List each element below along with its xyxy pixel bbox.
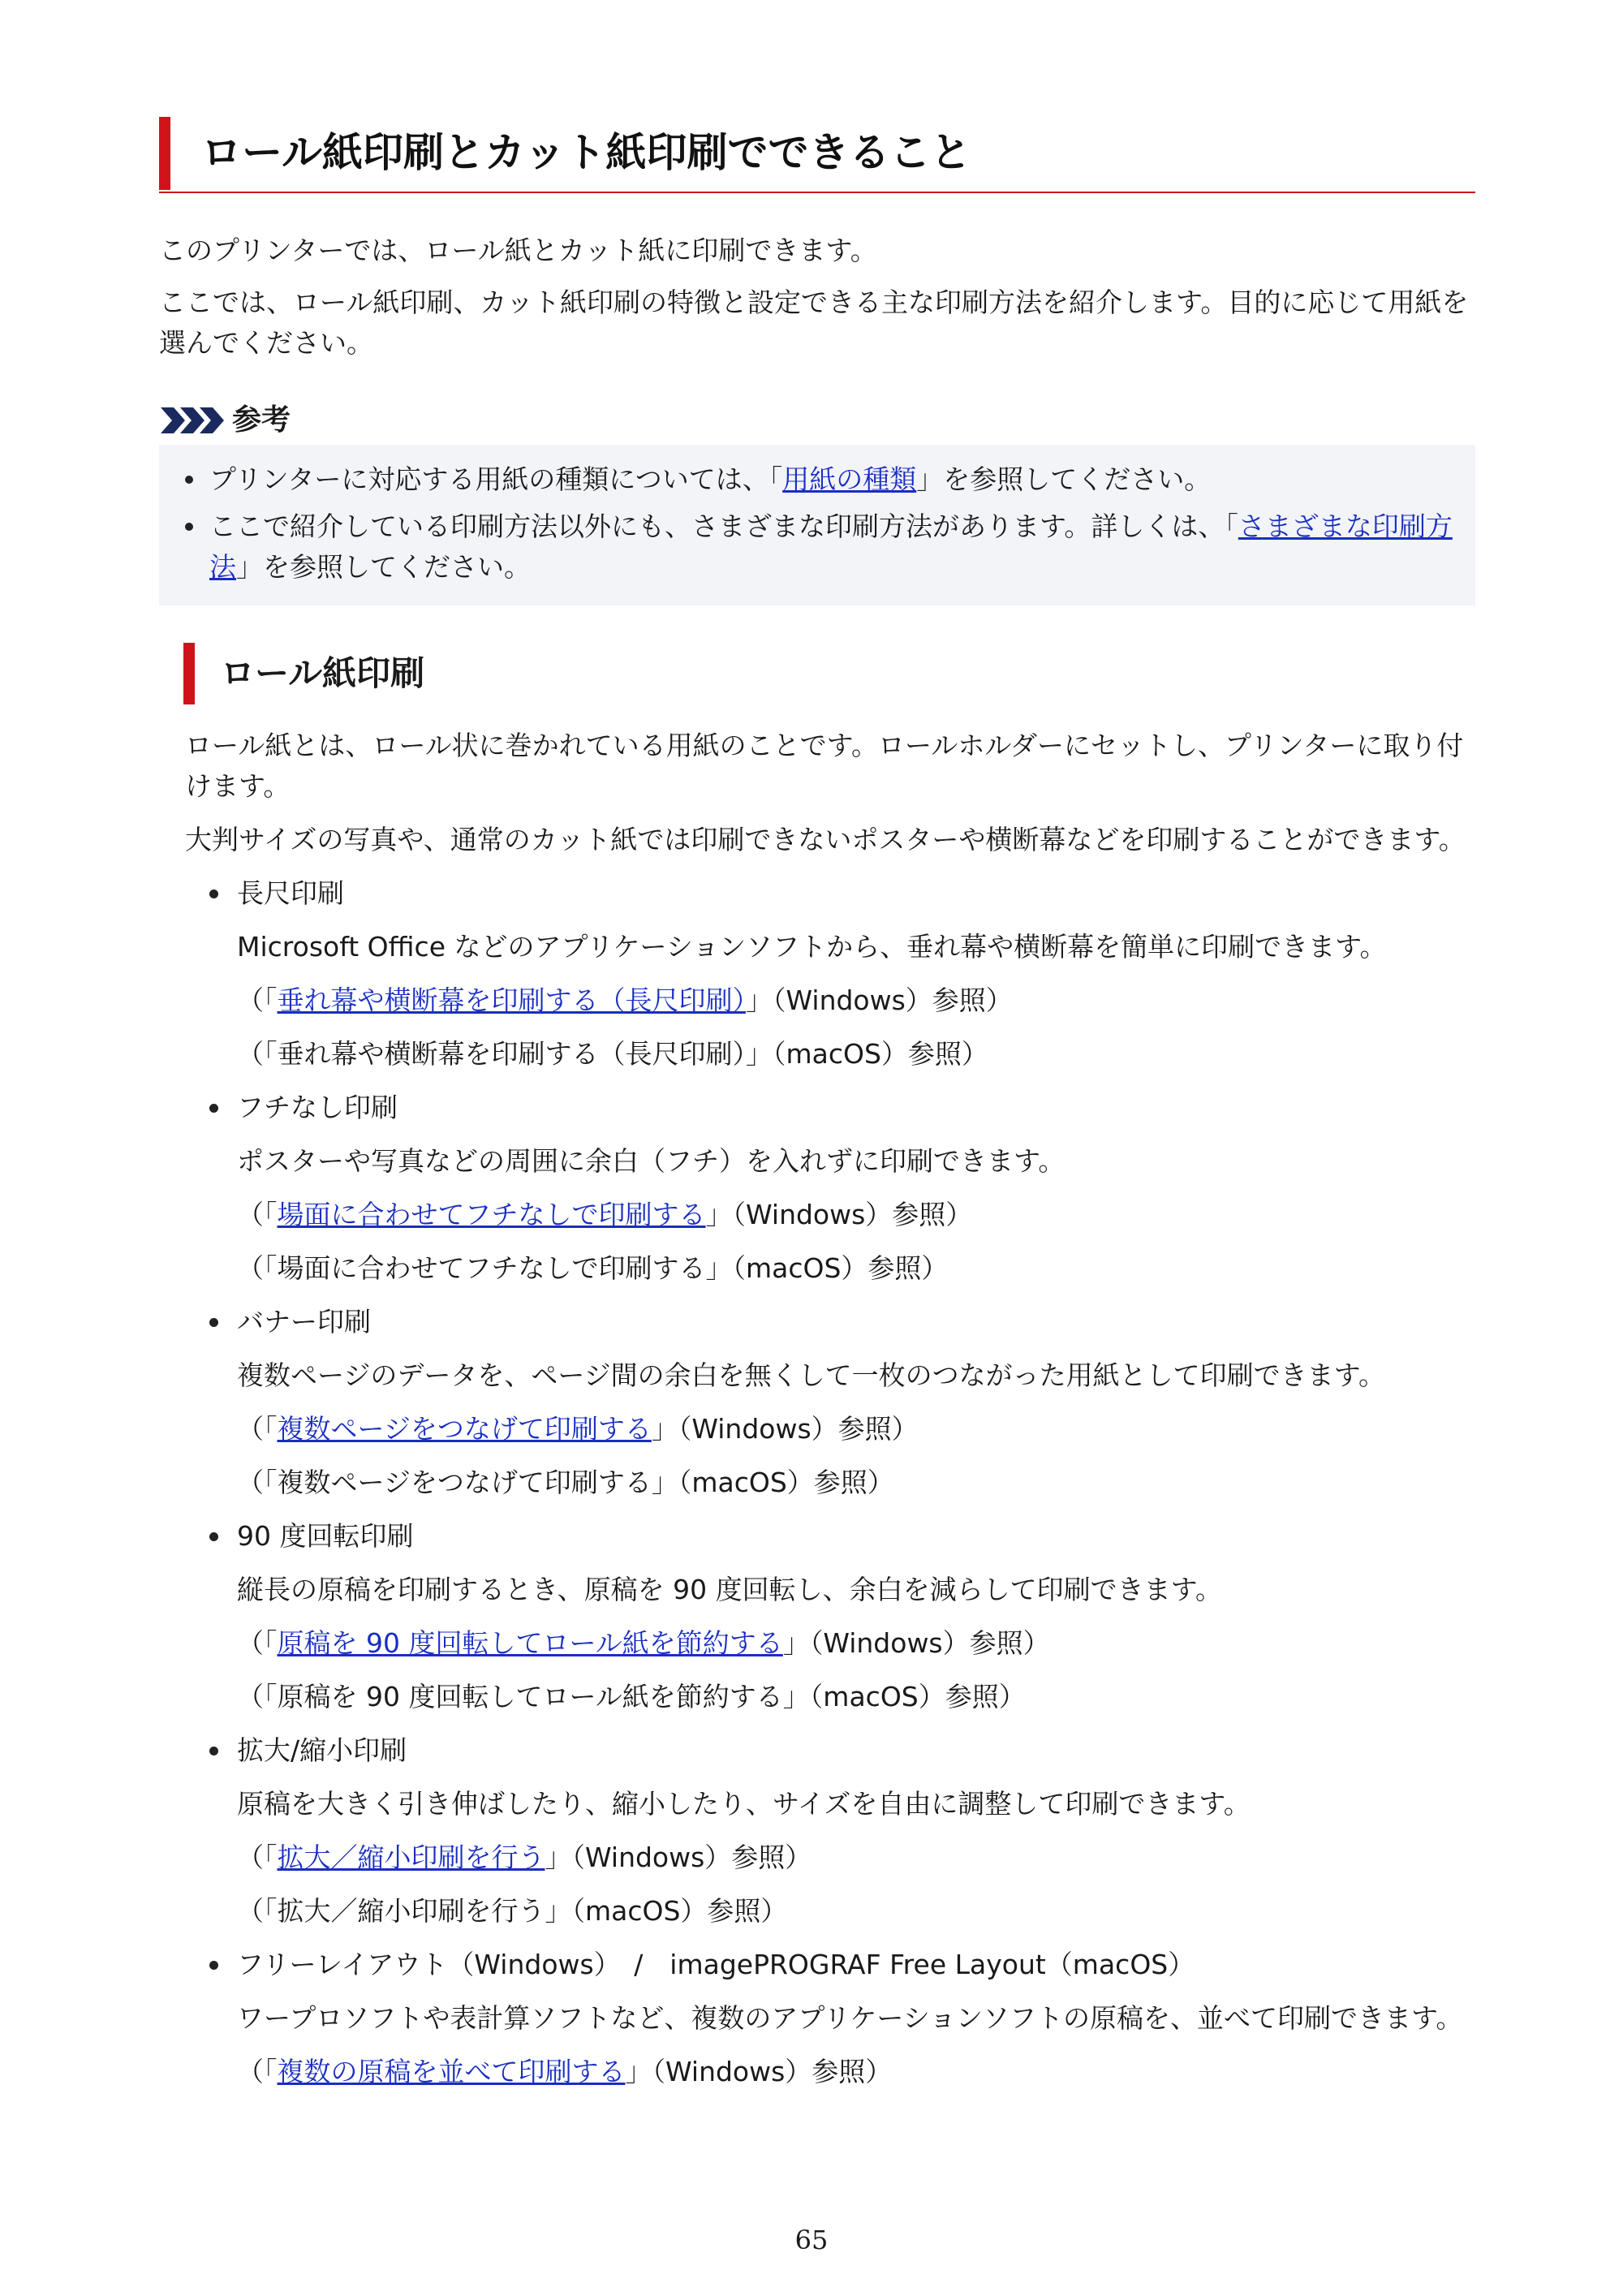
note-item [183,506,1459,588]
macos-reference: （「垂れ幕や横断幕を印刷する（長尺印刷）」（macOS）参照） [237,1038,988,1070]
link-borderless-print[interactable]: 場面に合わせてフチなしで印刷する [277,1199,706,1230]
ref-open: （「 [237,1199,278,1230]
windows-reference [185,1409,1475,1450]
ref-close: 」（Windows）参照） [705,1199,973,1230]
intro-paragraph-1: このプリンターでは、ロール紙とカット紙に印刷できます。 [159,235,877,266]
note-label: 参考 [232,403,291,437]
link-rotate-print[interactable]: 原稿を 90 度回転してロール紙を節約する [277,1627,783,1659]
page-title: ロール紙印刷とカット紙印刷でできること [201,129,971,176]
print-method-list [185,873,1475,2092]
roll-paper-section [185,726,1475,2092]
ref-close: 」（Windows）参照） [782,1627,1050,1659]
page-number: 65 [794,2225,829,2255]
link-free-layout[interactable]: 複数の原稿を並べて印刷する [277,2056,626,2087]
link-scale-print[interactable]: 拡大／縮小印刷を行う [277,1842,545,1873]
macos-reference: （「場面に合わせてフチなしで印刷する」（macOS）参照） [237,1252,949,1284]
list-item-name: バナー印刷 [185,1302,1475,1342]
macos-reference: （「複数ページをつなげて印刷する」（macOS）参照） [237,1467,894,1498]
section-paragraph-1: ロール紙とは、ロール状に巻かれている用紙のことです。ロールホルダーにセットし、プリンターに取り付けます。 [185,730,1464,802]
intro-paragraph-2: ここでは、ロール紙印刷、カット紙印刷の特徴と設定できる主な印刷方法を紹介します。目的に応じて用紙を選んでください。 [159,286,1469,359]
section-accent-bar [183,643,195,704]
link-paper-types[interactable]: 用紙の種類 [782,463,917,495]
note-text: プリンターに対応する用紙の種類については、「 [209,463,783,495]
page-content [159,114,1475,2092]
ref-close: 」（Windows）参照） [545,1842,812,1873]
ref-open: （「 [237,1627,278,1659]
section-title: ロール紙印刷 [221,653,425,693]
section-heading [183,643,1475,708]
ref-close: 」（Windows）参照） [625,2056,893,2087]
ref-open: （「 [237,2056,278,2087]
ref-open: （「 [237,984,278,1016]
note-text: 」を参照してください。 [236,551,531,583]
list-item-name: フチなし印刷 [185,1088,1475,1128]
note-item [183,459,1459,500]
list-item-desc: Microsoft Office などのアプリケーションソフトから、垂れ幕や横断幕を簡単に印刷できます。 [237,931,1387,963]
note-box [159,445,1475,605]
note-header [159,401,1475,442]
windows-reference [185,1837,1475,1878]
macos-reference: （「原稿を 90 度回転してロール紙を節約する」（macOS）参照） [237,1681,1026,1712]
windows-reference [185,1623,1475,1664]
section-paragraph-2: 大判サイズの写真や、通常のカット紙では印刷できないポスターや横断幕などを印刷することができます。 [185,824,1466,855]
list-item-desc: 複数ページのデータを、ページ間の余白を無くして一枚のつながった用紙として印刷できます。 [237,1359,1386,1391]
windows-reference [185,2052,1475,2092]
ref-close: 」（Windows）参照） [651,1413,919,1445]
main-heading [159,114,1475,193]
triple-chevron-icon [161,404,226,437]
link-various-print-methods[interactable]: さまざまな印刷方法 [209,510,1453,583]
windows-reference [185,980,1475,1021]
ref-open: （「 [237,1413,278,1445]
ref-close: 」（Windows）参照） [746,984,1013,1016]
list-item-desc: ポスターや写真などの周囲に余白（フチ）を入れずに印刷できます。 [237,1145,1065,1177]
note-text: ここで紹介している印刷方法以外にも、さまざまな印刷方法があります。詳しくは、「 [209,510,1238,542]
note-text: 」を参照してください。 [916,463,1212,495]
heading-accent-bar [159,117,170,190]
link-banner-print[interactable]: 複数ページをつなげて印刷する [277,1413,652,1445]
windows-reference [185,1195,1475,1235]
list-item-desc: ワープロソフトや表計算ソフトなど、複数のアプリケーションソフトの原稿を、並べて印刷できます。 [237,2002,1463,2034]
macos-reference: （「拡大／縮小印刷を行う」（macOS）参照） [237,1895,788,1927]
list-item-desc: 縦長の原稿を印刷するとき、原稿を 90 度回転し、余白を減らして印刷できます。 [237,1574,1223,1605]
link-long-print[interactable]: 垂れ幕や横断幕を印刷する（長尺印刷） [277,984,746,1016]
list-item-desc: 原稿を大きく引き伸ばしたり、縮小したり、サイズを自由に調整して印刷できます。 [237,1788,1251,1820]
list-item-name: フリーレイアウト（Windows） / imagePROGRAF Free Layout（macOS） [185,1945,1475,1985]
list-item-name: 90 度回転印刷 [185,1516,1475,1557]
list-item-name: 拡大/縮小印刷 [185,1730,1475,1771]
list-item-name: 長尺印刷 [185,873,1475,914]
ref-open: （「 [237,1842,278,1873]
